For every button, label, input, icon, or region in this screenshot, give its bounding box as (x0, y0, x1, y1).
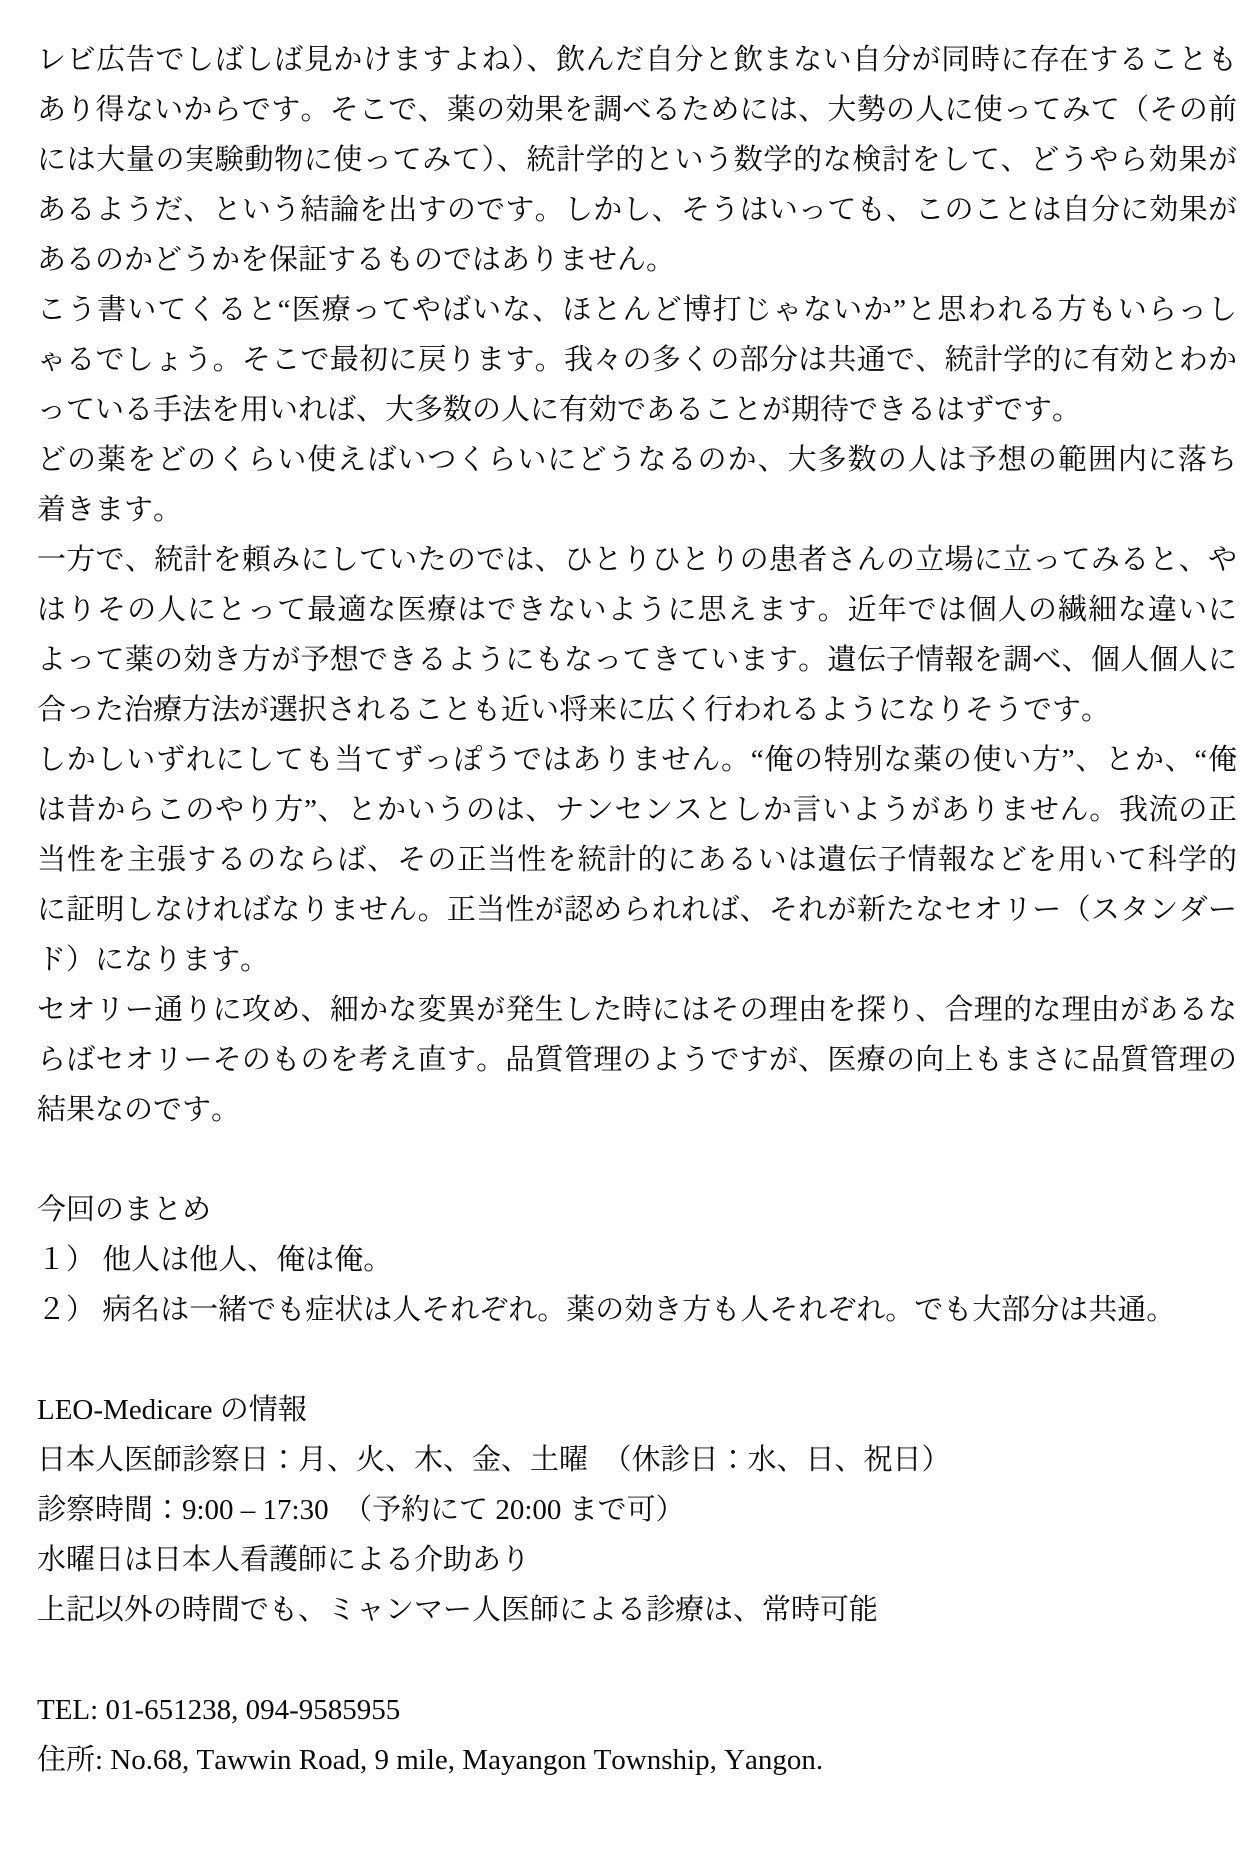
text-line: 当性を主張するのならば、その正当性を統計的にあるいは遺伝子情報などを用いて科学的 (37, 844, 1237, 876)
text-line: ド）になります。 (37, 944, 270, 976)
text-line: 水曜日は日本人看護師による介助あり (37, 1544, 531, 1576)
text-line: は昔からこのやり方”、とかいうのは、ナンセンスとしか言いようがありません。我流の正 (37, 794, 1237, 826)
blank-line (37, 1335, 1237, 1385)
text-line: 上記以外の時間でも、ミャンマー人医師による診療は、常時可能 (37, 1594, 879, 1626)
text-line: どの薬をどのくらい使えばいつくらいにどうなるのか、大多数の人は予想の範囲内に落ち (37, 444, 1237, 476)
text-line: レビ広告でしばしば見かけますよね）、飲んだ自分と飲まない自分が同時に存在することも (37, 44, 1237, 76)
text-line: よって薬の効き方が予想できるようにもなってきています。遺伝子情報を調べ、個人個人に (37, 644, 1237, 676)
text-line: 着きます。 (37, 494, 183, 526)
text-line: しかしいずれにしても当てずっぽうではありません。“俺の特別な薬の使い方”、とか、“俺 (37, 744, 1237, 776)
text-line: TEL: 01-651238, 094-9585955 (37, 1694, 401, 1726)
text-line: 結果なのです。 (37, 1094, 241, 1126)
text-line: ゃるでしょう。そこで最初に戻ります。我々の多くの部分は共通で、統計学的に有効とわか (37, 344, 1237, 376)
blank-line (37, 1635, 1237, 1685)
text-line: あり得ないからです。そこで、薬の効果を調べるためには、大勢の人に使ってみて（その前 (37, 94, 1237, 126)
text-line: ２） 病名は一緒でも症状は人それぞれ。薬の効き方も人それぞれ。でも大部分は共通。 (37, 1294, 1176, 1326)
text-line: あるようだ、という結論を出すのです。しかし、そうはいっても、このことは自分に効果が (37, 194, 1237, 226)
text-line: こう書いてくると“医療ってやばいな、ほとんど博打じゃないか”と思われる方もいらっし (37, 294, 1237, 326)
text-line: LEO-Medicare の情報 (37, 1394, 307, 1426)
text-line: 一方で、統計を頼みにしていたのでは、ひとりひとりの患者さんの立場に立ってみると、や (37, 544, 1237, 576)
text-line: 合った治療方法が選択されることも近い将来に広く行われるようになりそうです。 (37, 694, 1111, 726)
text-line: １） 他人は他人、俺は俺。 (37, 1244, 393, 1276)
text-line: 住所: No.68, Tawwin Road, 9 mile, Mayangon Township, Yangon. (37, 1744, 824, 1776)
text-line: には大量の実験動物に使ってみて）、統計学的という数学的な検討をして、どうやら効果が (37, 144, 1237, 176)
text-line: はりその人にとって最適な医療はできないように思えます。近年では個人の繊細な違いに (37, 594, 1237, 626)
text-line: 日本人医師診察日：月、火、木、金、土曜 （休診日：水、日、祝日） (37, 1444, 951, 1476)
text-line: に証明しなければなりません。正当性が認められれば、それが新たなセオリー（スタンダー (37, 894, 1237, 926)
text-line: っている手法を用いれば、大多数の人に有効であることが期待できるはずです。 (37, 394, 1082, 426)
text-line: 診察時間：9:00 – 17:30 （予約にて 20:00 まで可） (37, 1494, 685, 1526)
document-body (37, 35, 1237, 1785)
text-line: 今回のまとめ (37, 1194, 212, 1226)
text-line: あるのかどうかを保証するものではありません。 (37, 244, 676, 276)
text-line: セオリー通りに攻め、細かな変異が発生した時にはその理由を探り、合理的な理由があるな (37, 994, 1237, 1026)
blank-line (37, 1135, 1237, 1185)
text-line: らばセオリーそのものを考え直す。品質管理のようですが、医療の向上もまさに品質管理の (37, 1044, 1237, 1076)
